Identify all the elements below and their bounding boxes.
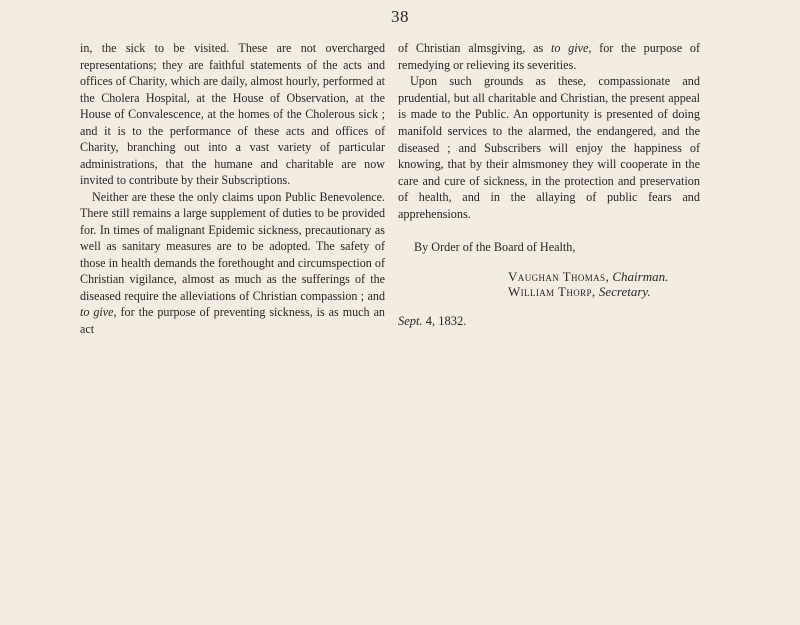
right-paragraph-1 bbox=[398, 40, 700, 73]
signature-secretary bbox=[508, 284, 700, 299]
order-line: By Order of the Board of Health, bbox=[414, 239, 576, 254]
left-column bbox=[80, 40, 385, 337]
to-give-emphasis-2: to give, bbox=[550, 41, 592, 55]
date-rest: 4, 1832. bbox=[425, 314, 467, 329]
left-paragraph-1: in, the sick to be visited. These are not overcharged representations; they are faithful statements of the acts and offices of Charity, which are daily, almost hourly, performed at the Cholera Hospital, at the House of Observation, at the House of Convalescence, at the homes of the Cholerous sick ; and it is to the performance of these acts and offices of Charity, branching out into a vast variety of particular administrations, that the humane and charitable are now invited to contribute by their Subscriptions. bbox=[80, 41, 385, 187]
right-paragraph-1-start: of Christian almsgiving, as bbox=[398, 41, 544, 55]
signatory-name: William Thorp, bbox=[508, 284, 596, 300]
signatory-name: Vaughan Thomas, bbox=[508, 269, 610, 285]
right-paragraph-1-end: for the purpose of remedying or relieving its severities. bbox=[398, 41, 701, 72]
page-number: 38 bbox=[391, 7, 409, 26]
signature-chairman bbox=[508, 269, 700, 284]
right-column bbox=[398, 40, 700, 330]
right-paragraph-2: Upon such grounds as these, compassionate and prudential, but all charitable and Christian, the present appeal is made to the Public. An opportunity is presented of doing manifold services to the alarmed, the endangered, and the diseased ; and Subscribers will enjoy the happiness of knowing, that by their almsmoney they will cooperate in the care and cure of sickness, in the protection and preservation of health, and in the allaying of public fears and apprehensions. bbox=[398, 74, 700, 221]
left-paragraph-2 bbox=[80, 189, 385, 338]
date-month: Sept. bbox=[398, 314, 423, 329]
left-paragraph-2-text: Neither are these the only claims upon Public Benevolence. There still remains a large supplement of duties to be provided for. In times of malignant Epidemic sickness, precautionary as well as sanitary measures are to be adopted. The safety of those in health demands the forethought and circumspection of Christian vigilance, almost as much as the sufferings of the diseased require the alleviations of Christian compassion ; and bbox=[80, 189, 385, 303]
date-line bbox=[398, 313, 700, 330]
left-paragraph-2-end: for the purpose of preventing sickness, is as much an act bbox=[80, 305, 385, 336]
signatures bbox=[508, 269, 700, 299]
to-give-emphasis: to give, bbox=[80, 305, 117, 319]
signatory-role: Chairman. bbox=[612, 269, 669, 285]
signatory-role: Secretary. bbox=[598, 284, 651, 300]
